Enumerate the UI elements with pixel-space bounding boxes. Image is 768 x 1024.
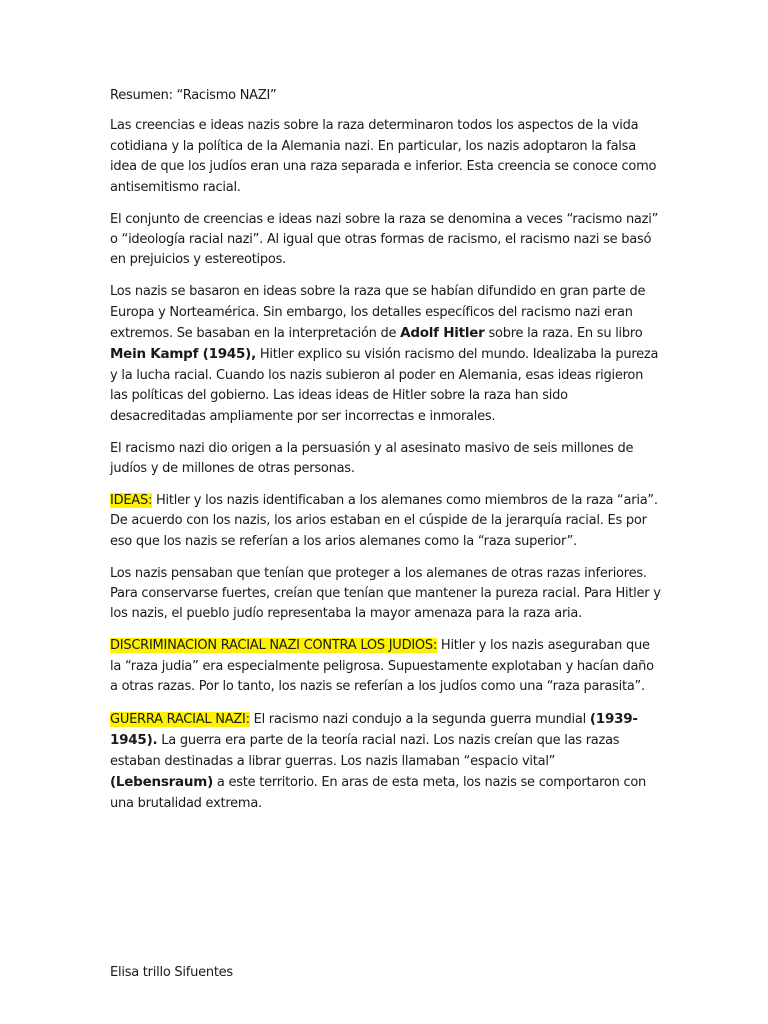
bold-adolf-hitler: Adolf Hitler bbox=[400, 325, 485, 342]
paragraph-3-text-2: sobre la raza. En su libro bbox=[484, 326, 643, 342]
highlight-ideas-label: IDEAS: bbox=[110, 492, 153, 508]
paragraph-6: Los nazis pensaban que tenían que proteger a los alemanes de otras razas inferiores. Para conservarse fuertes, creían que tenían que mantener la pureza racial. Para Hitler y los nazis, el pueblo judío representaba la mayor amenaza para la raza aria. bbox=[110, 565, 661, 622]
paragraph-guerra-text-1: El racismo nazi condujo a la segunda guerra mundial bbox=[249, 712, 590, 728]
bold-years: (1939-1945). bbox=[110, 711, 638, 749]
paragraph-3-text-1: Los nazis se basaron en ideas sobre la raza que se habían difundido en gran parte de Europa y Norteamérica. Sin embargo, los detalles específicos del racismo nazi eran extremos. Se basaban en la interpretación de bbox=[110, 284, 646, 342]
paragraph-guerra-text-2: La guerra era parte de la teoría racial nazi. Los nazis creían que las razas estaban destinadas a librar guerras. Los nazis llamaban “espacio vital” bbox=[110, 733, 620, 769]
document-footer-author: Elisa trillo Sifuentes bbox=[110, 965, 233, 980]
paragraph-2: El conjunto de creencias e ideas nazi sobre la raza se denomina a veces “racismo nazi” o “ideología racial nazi”. Al igual que otras formas de racismo, el racismo nazi se basó en prejuicios y estereotipos. bbox=[110, 211, 659, 268]
paragraph-1: Las creencias e ideas nazis sobre la raza determinaron todos los aspectos de la vida cotidiana y la política de la Alemania nazi. En particular, los nazis adoptaron la falsa idea de que los judíos eran una raza separada e inferior. Esta creencia se conoce como antisemitismo racial. bbox=[110, 118, 657, 195]
paragraph-4: El racismo nazi dio origen a la persuasión y al asesinato masivo de seis millones de judíos y de millones de otras personas. bbox=[110, 440, 634, 476]
document-body bbox=[110, 86, 662, 826]
paragraph-3-text-3: Hitler explico su visión racismo del mundo. Idealizaba la pureza y la lucha racial. Cuando los nazis subieron al poder en Alemania, esas ideas rigieron las políticas del gobierno. Las ideas ideas de Hitler sobre la raza han sido desacreditadas ampliamente por ser incorrectas e inmorales. bbox=[110, 347, 659, 424]
paragraph-ideas bbox=[110, 491, 662, 552]
paragraph-guerra-text-3: a este territorio. En aras de esta meta, los nazis se comportaron con una brutalidad extrema. bbox=[110, 775, 647, 811]
bold-mein-kampf: Mein Kampf (1945), bbox=[110, 346, 256, 363]
paragraph-discriminacion-text: Hitler y los nazis aseguraban que la “raza judia” era especialmente peligrosa. Supuestamente explotaban y hacían daño a otras razas. Por lo tanto, los nazis se referían a los judíos como una “raza parasita”. bbox=[110, 638, 654, 695]
paragraph-guerra bbox=[110, 709, 662, 814]
highlight-guerra-label: GUERRA RACIAL NAZI: bbox=[110, 712, 250, 728]
highlight-discriminacion-label: DISCRIMINACION RACIAL NAZI CONTRA LOS JUDIOS: bbox=[110, 638, 438, 654]
bold-lebensraum: (Lebensraum) bbox=[110, 774, 214, 791]
paragraph-ideas-text: Hitler y los nazis identificaban a los alemanes como miembros de la raza “aria”. De acuerdo con los nazis, los arios estaban en el cúspide de la jerarquía racial. Es por eso que los nazis se referían a los arios alemanes como la “raza superior”. bbox=[110, 492, 658, 549]
paragraph-3 bbox=[110, 282, 662, 427]
document-title: Resumen: “Racismo NAZI” bbox=[110, 88, 277, 103]
paragraph-discriminacion bbox=[110, 636, 662, 697]
